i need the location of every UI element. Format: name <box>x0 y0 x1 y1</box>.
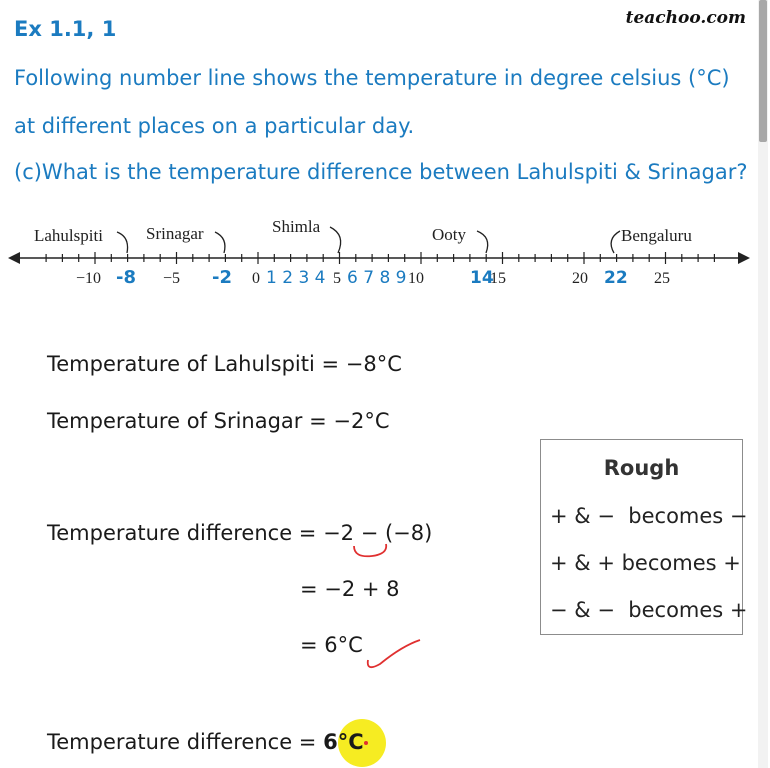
final-answer-label: Temperature difference = <box>47 730 324 754</box>
difference-step-2: = −2 + 8 <box>300 577 400 601</box>
difference-step-3: = 6°C <box>300 633 363 657</box>
checkmark-icon <box>368 640 420 667</box>
bengaluru-pointer-icon <box>611 231 620 253</box>
label-shimla: Shimla <box>272 217 321 236</box>
rough-rule-3: − & − becomes + <box>550 598 748 622</box>
lahulspiti-pointer-icon <box>117 232 128 253</box>
minus-sign-underline-icon <box>354 544 386 556</box>
tick-label-5: 5 <box>333 270 341 287</box>
question-line-2: at different places on a particular day. <box>14 114 415 138</box>
tick-label-minus5: −5 <box>163 270 181 287</box>
handwritten-label-minus2: -2 <box>212 267 232 288</box>
cursor-dot-icon <box>364 741 368 745</box>
final-answer <box>47 730 364 754</box>
label-bengaluru: Bengaluru <box>621 226 692 245</box>
difference-expression: Temperature difference = −2 − (−8) <box>47 521 433 545</box>
label-lahulspiti: Lahulspiti <box>34 226 103 245</box>
number-line <box>0 205 760 300</box>
brand-logo: teachoo.com <box>625 8 746 28</box>
tick-label-minus10: −10 <box>76 270 102 287</box>
scrollbar-thumb[interactable] <box>759 0 767 142</box>
question-line-1: Following number line shows the temperature in degree celsius (°C) <box>14 66 730 90</box>
question-line-3: (c)What is the temperature difference between Lahulspiti & Srinagar? <box>14 160 748 184</box>
srinagar-pointer-icon <box>215 232 225 253</box>
ooty-pointer-icon <box>477 231 488 253</box>
handwritten-label-6789: 6 7 8 9 <box>347 268 407 288</box>
label-srinagar: Srinagar <box>146 224 204 243</box>
final-answer-value: 6°C <box>323 730 364 754</box>
rough-work-box <box>540 439 748 635</box>
exercise-title: Ex 1.1, 1 <box>14 17 117 41</box>
red-annotations <box>340 536 430 676</box>
right-arrow-icon <box>738 252 750 264</box>
rough-title: Rough <box>603 456 680 480</box>
tick-label-20: 20 <box>572 270 588 287</box>
tick-label-0: 0 <box>252 270 260 287</box>
shimla-pointer-icon <box>330 227 341 253</box>
srinagar-temperature: Temperature of Srinagar = −2°C <box>47 409 390 433</box>
handwritten-label-minus8: -8 <box>116 267 136 288</box>
tick-label-25: 25 <box>654 270 670 287</box>
left-arrow-icon <box>8 252 20 264</box>
handwritten-label-22: 22 <box>604 268 628 288</box>
tick-label-10: 10 <box>408 270 424 287</box>
handwritten-label-1234: 1 2 3 4 <box>266 268 326 288</box>
tick-label-15: 15 <box>490 270 506 287</box>
rough-rule-1: + & − becomes − <box>550 504 748 528</box>
scrollbar[interactable] <box>758 0 768 768</box>
rough-rule-2: + & + becomes + <box>550 551 741 575</box>
handwritten-label-14: 14 <box>470 268 494 288</box>
lahulspiti-temperature: Temperature of Lahulspiti = −8°C <box>47 352 402 376</box>
label-ooty: Ooty <box>432 225 466 244</box>
